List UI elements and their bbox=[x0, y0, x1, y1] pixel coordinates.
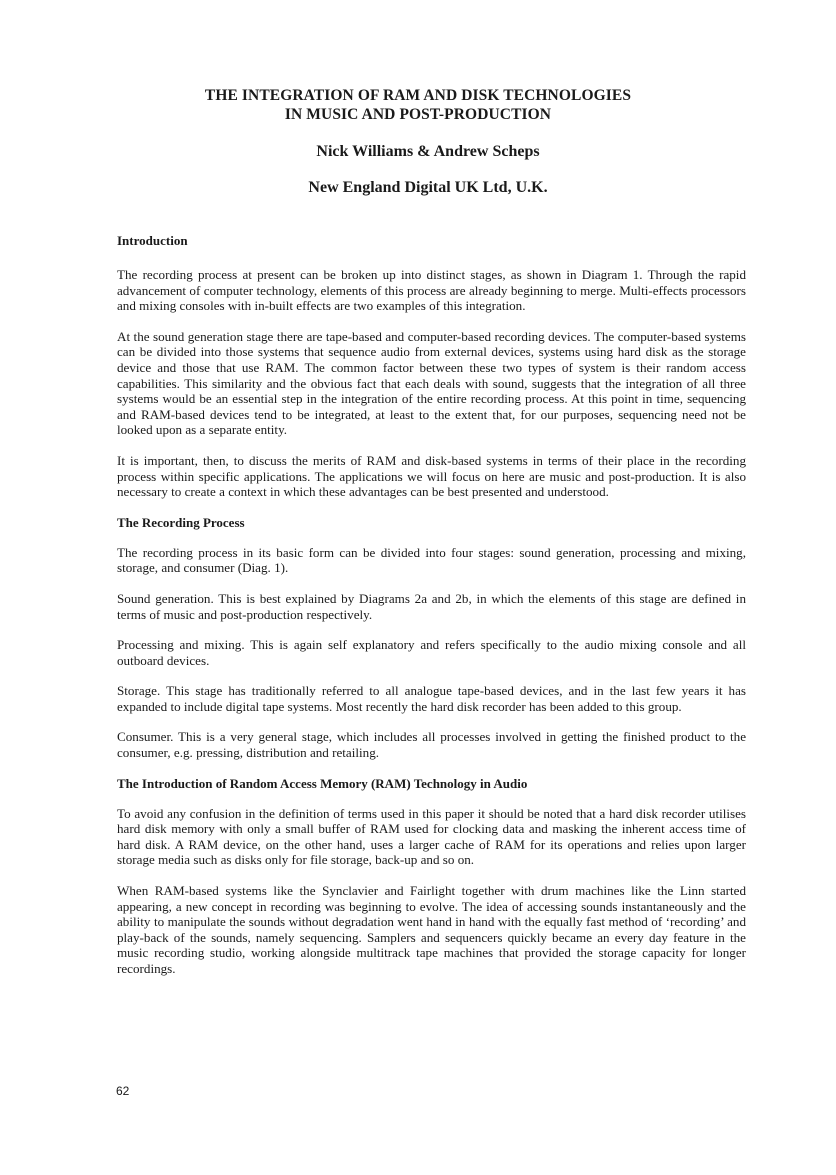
paragraph: It is important, then, to discuss the merits of RAM and disk-based systems in terms of their place in the recording process within specific applications. The applications we will focus on here are music and post-production. It is also necessary to create a context in which these advantages can be best presented and understood. bbox=[117, 452, 746, 500]
title-line-1: THE INTEGRATION OF RAM AND DISK TECHNOLOGIES bbox=[204, 87, 632, 104]
paragraph: Sound generation. This is best explained by Diagrams 2a and 2b, in which the elements of this stage are defined in terms of music and post-production respectively. bbox=[117, 590, 746, 622]
paper-body bbox=[117, 233, 746, 977]
page-number: 62 bbox=[116, 1084, 130, 1098]
section-introduction bbox=[117, 233, 746, 500]
paper-title bbox=[0, 86, 836, 124]
paragraph: Consumer. This is a very general stage, which includes all processes involved in getting the finished product to the consumer, e.g. pressing, distribution and retailing. bbox=[117, 729, 746, 761]
paragraph: Storage. This stage has traditionally referred to all analogue tape-based devices, and in the last few years it has expanded to include digital tape systems. Most recently the hard disk recorder has been added to this group. bbox=[117, 683, 746, 714]
paragraph: The recording process in its basic form can be divided into four stages: sound generation, processing and mixing, storage, and consumer (Diag. 1). bbox=[117, 544, 746, 576]
section-heading: Introduction bbox=[117, 233, 188, 248]
paragraph: At the sound generation stage there are tape-based and computer-based recording devices. The computer-based systems can be divided into those systems that sequence audio from external devices, systems using hard disk as the storage device and those that use RAM. The common factor between these two types of system is their random access capabilities. This similarity and the obvious fact that each deals with sound, suggests that the integration of all three systems would be an essential step in the integration of the entire recording process. At this point in time, sequencing and RAM-based devices tend to be integrated, at least to the extent that, for our purposes, sequencing need not be looked upon as a separate entity. bbox=[117, 328, 746, 438]
title-line-2: IN MUSIC AND POST-PRODUCTION bbox=[284, 106, 552, 123]
section-recording-process bbox=[117, 515, 746, 761]
authors: Nick Williams & Andrew Scheps bbox=[316, 143, 540, 160]
section-heading: The Recording Process bbox=[117, 514, 245, 530]
affiliation: New England Digital UK Ltd, U.K. bbox=[308, 179, 548, 196]
paragraph: The recording process at present can be broken up into distinct stages, as shown in Diagram 1. Through the rapid advancement of computer technology, elements of this process are already beginning to merge. Multi-effects processors and mixing consoles with in-built effects are two examples of this integration. bbox=[117, 267, 746, 314]
paragraph: When RAM-based systems like the Synclavier and Fairlight together with drum machines like the Linn started appearing, a new concept in recording was beginning to evolve. The idea of accessing sounds instantaneously and the ability to manipulate the sounds without degradation went hand in hand with the equally fast method of ‘recording’ and play-back of the sounds, namely sequencing. Samplers and sequencers quickly became an every day feature in the music recording studio, working alongside multitrack tape machines that provided the storage capacity for longer recordings. bbox=[117, 883, 746, 976]
section-ram-technology bbox=[117, 776, 746, 977]
paragraph: To avoid any confusion in the definition of terms used in this paper it should be noted that a hard disk recorder utilises hard disk memory with only a small buffer of RAM used for clocking data and masking the inherent access time of hard disk. A RAM device, on the other hand, uses a larger cache of RAM for its operations and relies upon larger storage media such as disks only for file storage, back-up and so on. bbox=[117, 805, 746, 868]
section-heading: The Introduction of Random Access Memory (RAM) Technology in Audio bbox=[117, 775, 528, 791]
paragraph: Processing and mixing. This is again self explanatory and refers specifically to the audio mixing console and all outboard devices. bbox=[117, 637, 746, 668]
